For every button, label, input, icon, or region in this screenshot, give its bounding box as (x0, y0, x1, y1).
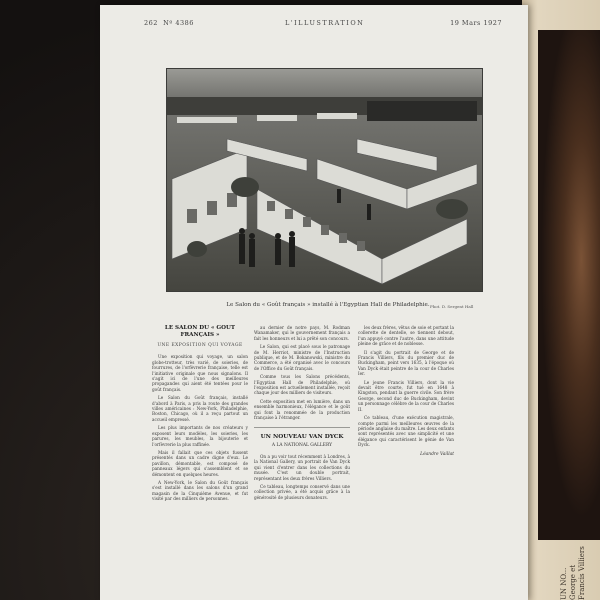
issue-date: 19 Mars 1927 (450, 19, 502, 27)
paragraph: Il s'agit du portrait de George et de Francis Villiers, fils du premier duc de Buckingham, peint vers 1635, à l'époque où Van Dyck était peintre de la cour de Charles Ier. (358, 349, 454, 377)
paragraph: Le Salon, qui est placé sous le patronage de M. Herriot, ministre de l'Instruction publique, et de M. Bokanowski, ministre du Commerce, a été organisé avec le concours de l'Office du Goût français. (254, 344, 350, 371)
article2-subtitle: A LA NATIONAL GALLERY (271, 442, 333, 448)
magazine-title: L'ILLUSTRATION (285, 19, 365, 27)
exhibition-photo-image (167, 69, 482, 291)
article-subheading: UNE EXPOSITION QUI VOYAGE (157, 343, 243, 348)
paragraph: Cette exposition met en lumière, dans un ensemble harmonieux, l'élégance et le goût qui font la renommée de la production française à l'étranger. (254, 398, 350, 421)
adjacent-page-caption: UN NO... George et Francis Villiers (560, 546, 586, 600)
running-header (100, 19, 528, 29)
paragraph: Mais il fallait que ces objets fussent présentés dans un cadre digne d'eux. Le pavillon, démontable, est composé de panneaux légers qui s'assemblent et se démontent en quelques heures. (152, 449, 248, 477)
paragraph: Comme tous les Salons précédents, l'Egyptian Hall de Philadelphie, où l'exposition est actuellement installée, reçoit chaque jour des milliers de visiteurs. (254, 374, 350, 396)
article-title: LE SALON DU « GOUT FRANÇAIS » (164, 325, 236, 338)
magazine-page (100, 5, 528, 600)
paragraph: Ce tableau, longtemps conservé dans une collection privée, a été acquis grâce à la générosité de plusieurs donateurs. (254, 483, 350, 500)
column-3 (358, 325, 454, 457)
paragraph: Le Salon du Goût français, installé d'abord à Paris, a pris la route des grandes villes américaines : New-York, Philadelphie, Boston, Chicago, où il a reçu partout un accueil empressé. (152, 395, 248, 422)
paragraph: Ce tableau, d'une exécution magistrale, compte parmi les meilleures œuvres de la période anglaise du maître. Les deux enfants sont représentés avec une simplicité et une élégance qui caractérisent le génie de Van Dyck. (358, 415, 454, 448)
paragraph: les deux frères, vêtus de soie et portant la collerette de dentelle, se tiennent debout, l'un appuyé contre l'autre, dans une attitude pleine de grâce et de noblesse. (358, 325, 454, 347)
paragraph: Une exposition qui voyage, un salon globe-trotteur, très varié, de soieries, de fourrures, de l'orfèvrerie française, telle est l'initiative originale que nous signalons. Il s'agit ici de l'une des meilleures propagandes qui aient été tentées pour le goût français. (152, 354, 248, 392)
paragraph: au dernier de notre pays, M. Rodman Wanamaker, qui le gouvernement français a fait les honneurs et lui a prêté son concours. (254, 325, 350, 341)
column-2 (254, 325, 350, 503)
photo-caption: Le Salon du « Goût français » installé à l'Egyptian Hall de Philadelphie. (226, 302, 430, 308)
photo-credit: Phot. D. Sergent Hall (430, 304, 474, 309)
column-1 (152, 325, 248, 505)
author-signature: Léandre Vaillat (420, 451, 454, 457)
page-number: 262 Nº 4386 (144, 19, 194, 27)
paragraph: On a pu voir tout récemment à Londres, à la National Gallery, un portrait de Van Dyck qui vient d'entrer dans les collections du musée. C'est un double portrait, représentant les deux frères Villiers. (254, 453, 350, 481)
paragraph: Les plus importants de nos créateurs y exposent leurs modèles, les soieries, les parures, les meubles, la bijouterie et l'orfèvrerie la plus raffinée. (152, 425, 248, 447)
article2-title: UN NOUVEAU VAN DYCK (260, 433, 344, 440)
section-divider (254, 427, 350, 428)
adjacent-page-portrait-image (538, 30, 600, 540)
paragraph: A New-York, le Salon du Goût français s'est installé dans les salons d'un grand magasin de la Cinquième Avenue, et fut visité par des milliers de personnes. (152, 479, 248, 502)
paragraph: Le jeune Francis Villiers, dont la vie devait être courte, fut tué en 1648 à Kingston, pendant la guerre civile. Son frère George, second duc de Buckingham, devint un personnage célèbre de la cour de Charles II. (358, 379, 454, 412)
exhibition-photo (166, 68, 483, 292)
